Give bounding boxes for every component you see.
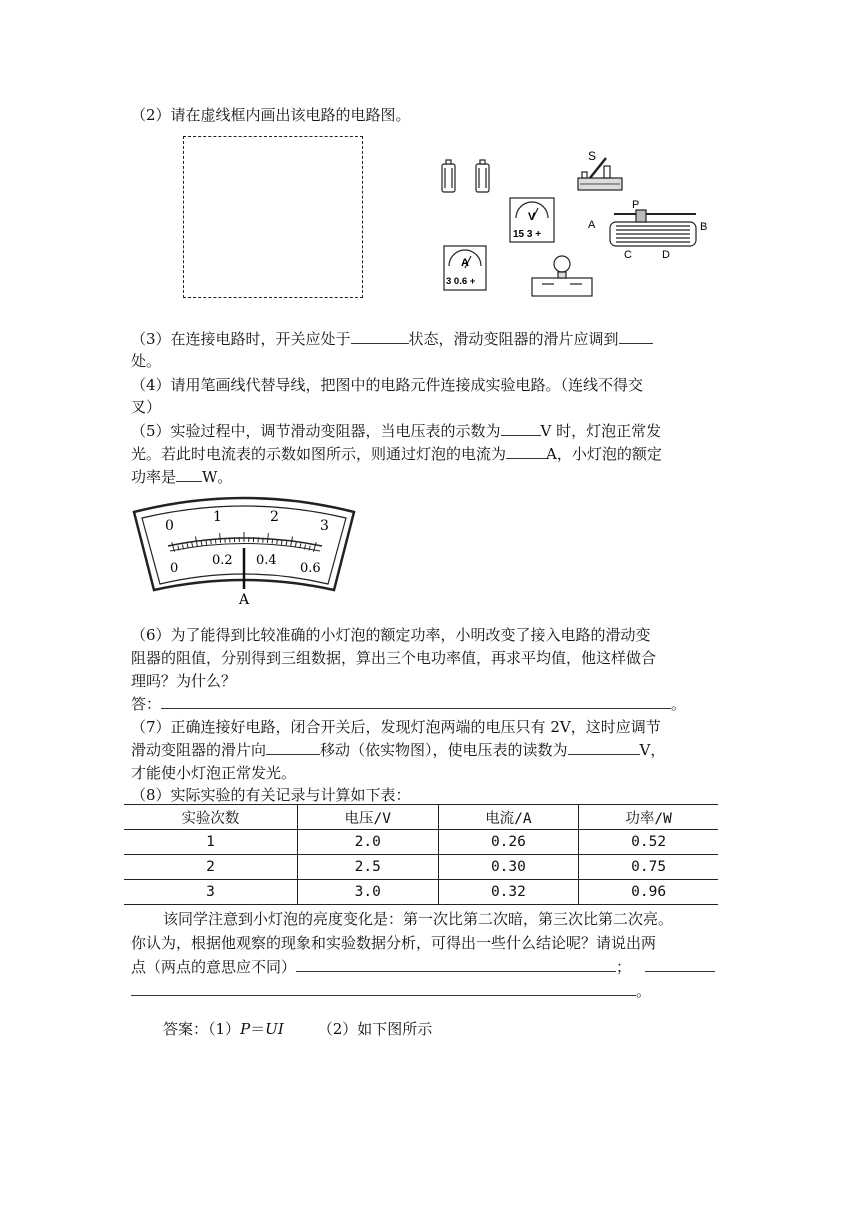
q6-line1: （6）为了能得到比较准确的小灯泡的额定功率，小明改变了接入电路的滑动变	[131, 626, 651, 644]
q5-blank-current[interactable]	[506, 444, 546, 459]
table-header-cell: 实验次数	[124, 805, 297, 830]
rheostat-label-b: B	[700, 221, 708, 233]
voltmeter-face-label: V	[528, 211, 536, 223]
q3-part2: 状态，滑动变阻器的滑片应调到	[408, 330, 619, 348]
answer-line	[163, 1018, 432, 1040]
q4-line1: （4）请用笔画线代替导线，把图中的电路元件连接成实验电路。（连线不得交	[131, 376, 644, 394]
q5-line3-text-b: W。	[202, 468, 233, 486]
q7-blank-voltage[interactable]	[568, 740, 640, 755]
q8-para-line3	[131, 956, 715, 978]
rheostat-label-d: D	[662, 249, 670, 261]
q7-line3: 才能使小灯泡正常发光。	[131, 764, 297, 782]
answer-formula-eq: ＝	[250, 1020, 266, 1038]
table-cell: 2.0	[297, 830, 438, 855]
dial-top-label-3: 3	[320, 518, 329, 534]
table-cell: 1	[124, 830, 297, 855]
table-cell: 0.75	[579, 855, 718, 880]
dial-tick	[215, 539, 216, 544]
table-cell: 0.96	[579, 880, 718, 905]
q8-para-line3-text: 点（两点的意思应不同）	[131, 958, 297, 976]
q8-para-line4-end: 。	[636, 982, 652, 1000]
q3-part1: （3）在连接电路时，开关应处于	[131, 330, 351, 348]
q3-blank-slider-position[interactable]	[619, 329, 653, 344]
dial-unit-label: A	[239, 592, 250, 608]
rheostat-icon	[610, 210, 696, 246]
table-header-cell: 功率/W	[579, 805, 718, 830]
table-header-cell: 电流/A	[438, 805, 579, 830]
table-cell: 3.0	[297, 880, 438, 905]
q8-intro: （8）实际实验的有关记录与计算如下表：	[131, 786, 411, 804]
dial-bottom-label-0: 0	[170, 561, 179, 576]
dial-bottom-label-3: 0.6	[300, 561, 321, 576]
rheostat-label-a: A	[588, 219, 596, 231]
q6-line3: 理吗？为什么？	[131, 672, 237, 690]
q5-line3-text: 功率是	[131, 468, 177, 486]
table-header-row	[124, 805, 718, 830]
table-cell: 3	[124, 880, 297, 905]
q2-text: （2）请在虚线框内画出该电路的电路图。	[131, 106, 411, 124]
q6-answer-blank[interactable]	[161, 694, 671, 709]
ammeter-face-label: A	[461, 257, 469, 269]
table-cell: 0.30	[438, 855, 579, 880]
answer-formula-ui: UI	[265, 1020, 284, 1038]
q8-para-line1: 该同学注意到小灯泡的亮度变化是：第一次比第二次暗，第三次比第二次亮。	[163, 910, 674, 928]
lamp-icon	[532, 256, 592, 296]
q7-line2-text-b: 移动（依实物图），使电压表的读数为	[320, 741, 568, 759]
dial-top-label-1: 1	[213, 509, 222, 525]
table-cell: 0.26	[438, 830, 579, 855]
table-cell: 0.32	[438, 880, 579, 905]
q8-para-line3-sep: ；	[616, 958, 632, 976]
q3-line1	[131, 328, 653, 350]
q6-answer-label: 答：	[131, 695, 162, 713]
table-cell: 2	[124, 855, 297, 880]
q7-line2	[131, 739, 665, 761]
q4-line2: 叉）	[131, 398, 162, 416]
q5-line1-text: （5）实验过程中，调节滑动变阻器，当电压表的示数为	[131, 422, 501, 440]
switch-icon	[578, 158, 622, 190]
dial-bottom-label-1: 0.2	[212, 553, 233, 568]
answer-formula-p: P	[240, 1020, 251, 1038]
q5-line2-text: 光。若此时电流表的示数如图所示，则通过灯泡的电流为	[131, 445, 507, 463]
dial-tick	[277, 539, 278, 544]
table-row	[124, 830, 718, 855]
q8-blank-conclusion-1[interactable]	[296, 957, 616, 972]
circuit-components-figure	[430, 148, 720, 300]
q6-answer-end: 。	[671, 695, 687, 713]
voltmeter-terminals: 15 3 +	[513, 229, 542, 240]
rheostat-label-c: C	[624, 249, 632, 261]
q7-line1: （7）正确连接好电路，闭合开关后，发现灯泡两端的电压只有 2V，这时应调节	[131, 718, 661, 736]
switch-label: S	[588, 149, 597, 163]
dial-top-label-0: 0	[165, 518, 174, 534]
battery-icon	[442, 160, 489, 192]
data-table	[124, 804, 718, 905]
table-cell: 2.5	[297, 855, 438, 880]
q3-line2: 处。	[131, 352, 162, 370]
dial-top-label-2: 2	[270, 509, 279, 525]
q7-line2-text: 滑动变阻器的滑片向	[131, 741, 267, 759]
answer-part2: （2）如下图所示	[317, 1020, 433, 1038]
q5-line2	[131, 443, 662, 465]
answer-label: 答案：	[163, 1020, 209, 1038]
rheostat-label-p: P	[632, 199, 640, 211]
q5-blank-voltage[interactable]	[501, 421, 541, 436]
circuit-drawing-box[interactable]	[183, 136, 363, 298]
q3-blank-switch-state[interactable]	[351, 329, 409, 344]
q5-blank-power[interactable]	[176, 467, 202, 482]
q7-line2-text-c: V，	[639, 741, 666, 759]
q5-line1-text-b: V 时，灯泡正常发	[540, 422, 662, 440]
table-header-cell: 电压/V	[297, 805, 438, 830]
q8-para-line4	[131, 980, 651, 1002]
q5-line2-text-b: A，小灯泡的额定	[546, 445, 662, 463]
q5-line3	[131, 466, 232, 488]
answer-part1-prefix: （1）	[208, 1020, 241, 1038]
ammeter-terminals: 3 0.6 +	[446, 276, 476, 287]
q6-line2: 阻器的阻值，分别得到三组数据，算出三个电功率值，再求平均值，他这样做合	[131, 649, 657, 667]
dial-tick	[211, 539, 212, 544]
q8-blank-conclusion-2a[interactable]	[645, 957, 715, 972]
table-cell: 0.52	[579, 830, 718, 855]
q5-line1	[131, 420, 661, 442]
table-row	[124, 880, 718, 905]
q8-blank-conclusion-2b[interactable]	[131, 981, 636, 996]
ammeter-dial	[128, 494, 360, 606]
q7-blank-direction[interactable]	[266, 740, 320, 755]
q8-para-line2: 你认为，根据他观察的现象和实验数据分析，可得出一些什么结论呢？请说出两	[131, 934, 657, 952]
q6-answer-line	[131, 693, 686, 715]
dial-tick	[272, 539, 273, 544]
table-row	[124, 855, 718, 880]
dial-bottom-label-2: 0.4	[256, 553, 277, 568]
